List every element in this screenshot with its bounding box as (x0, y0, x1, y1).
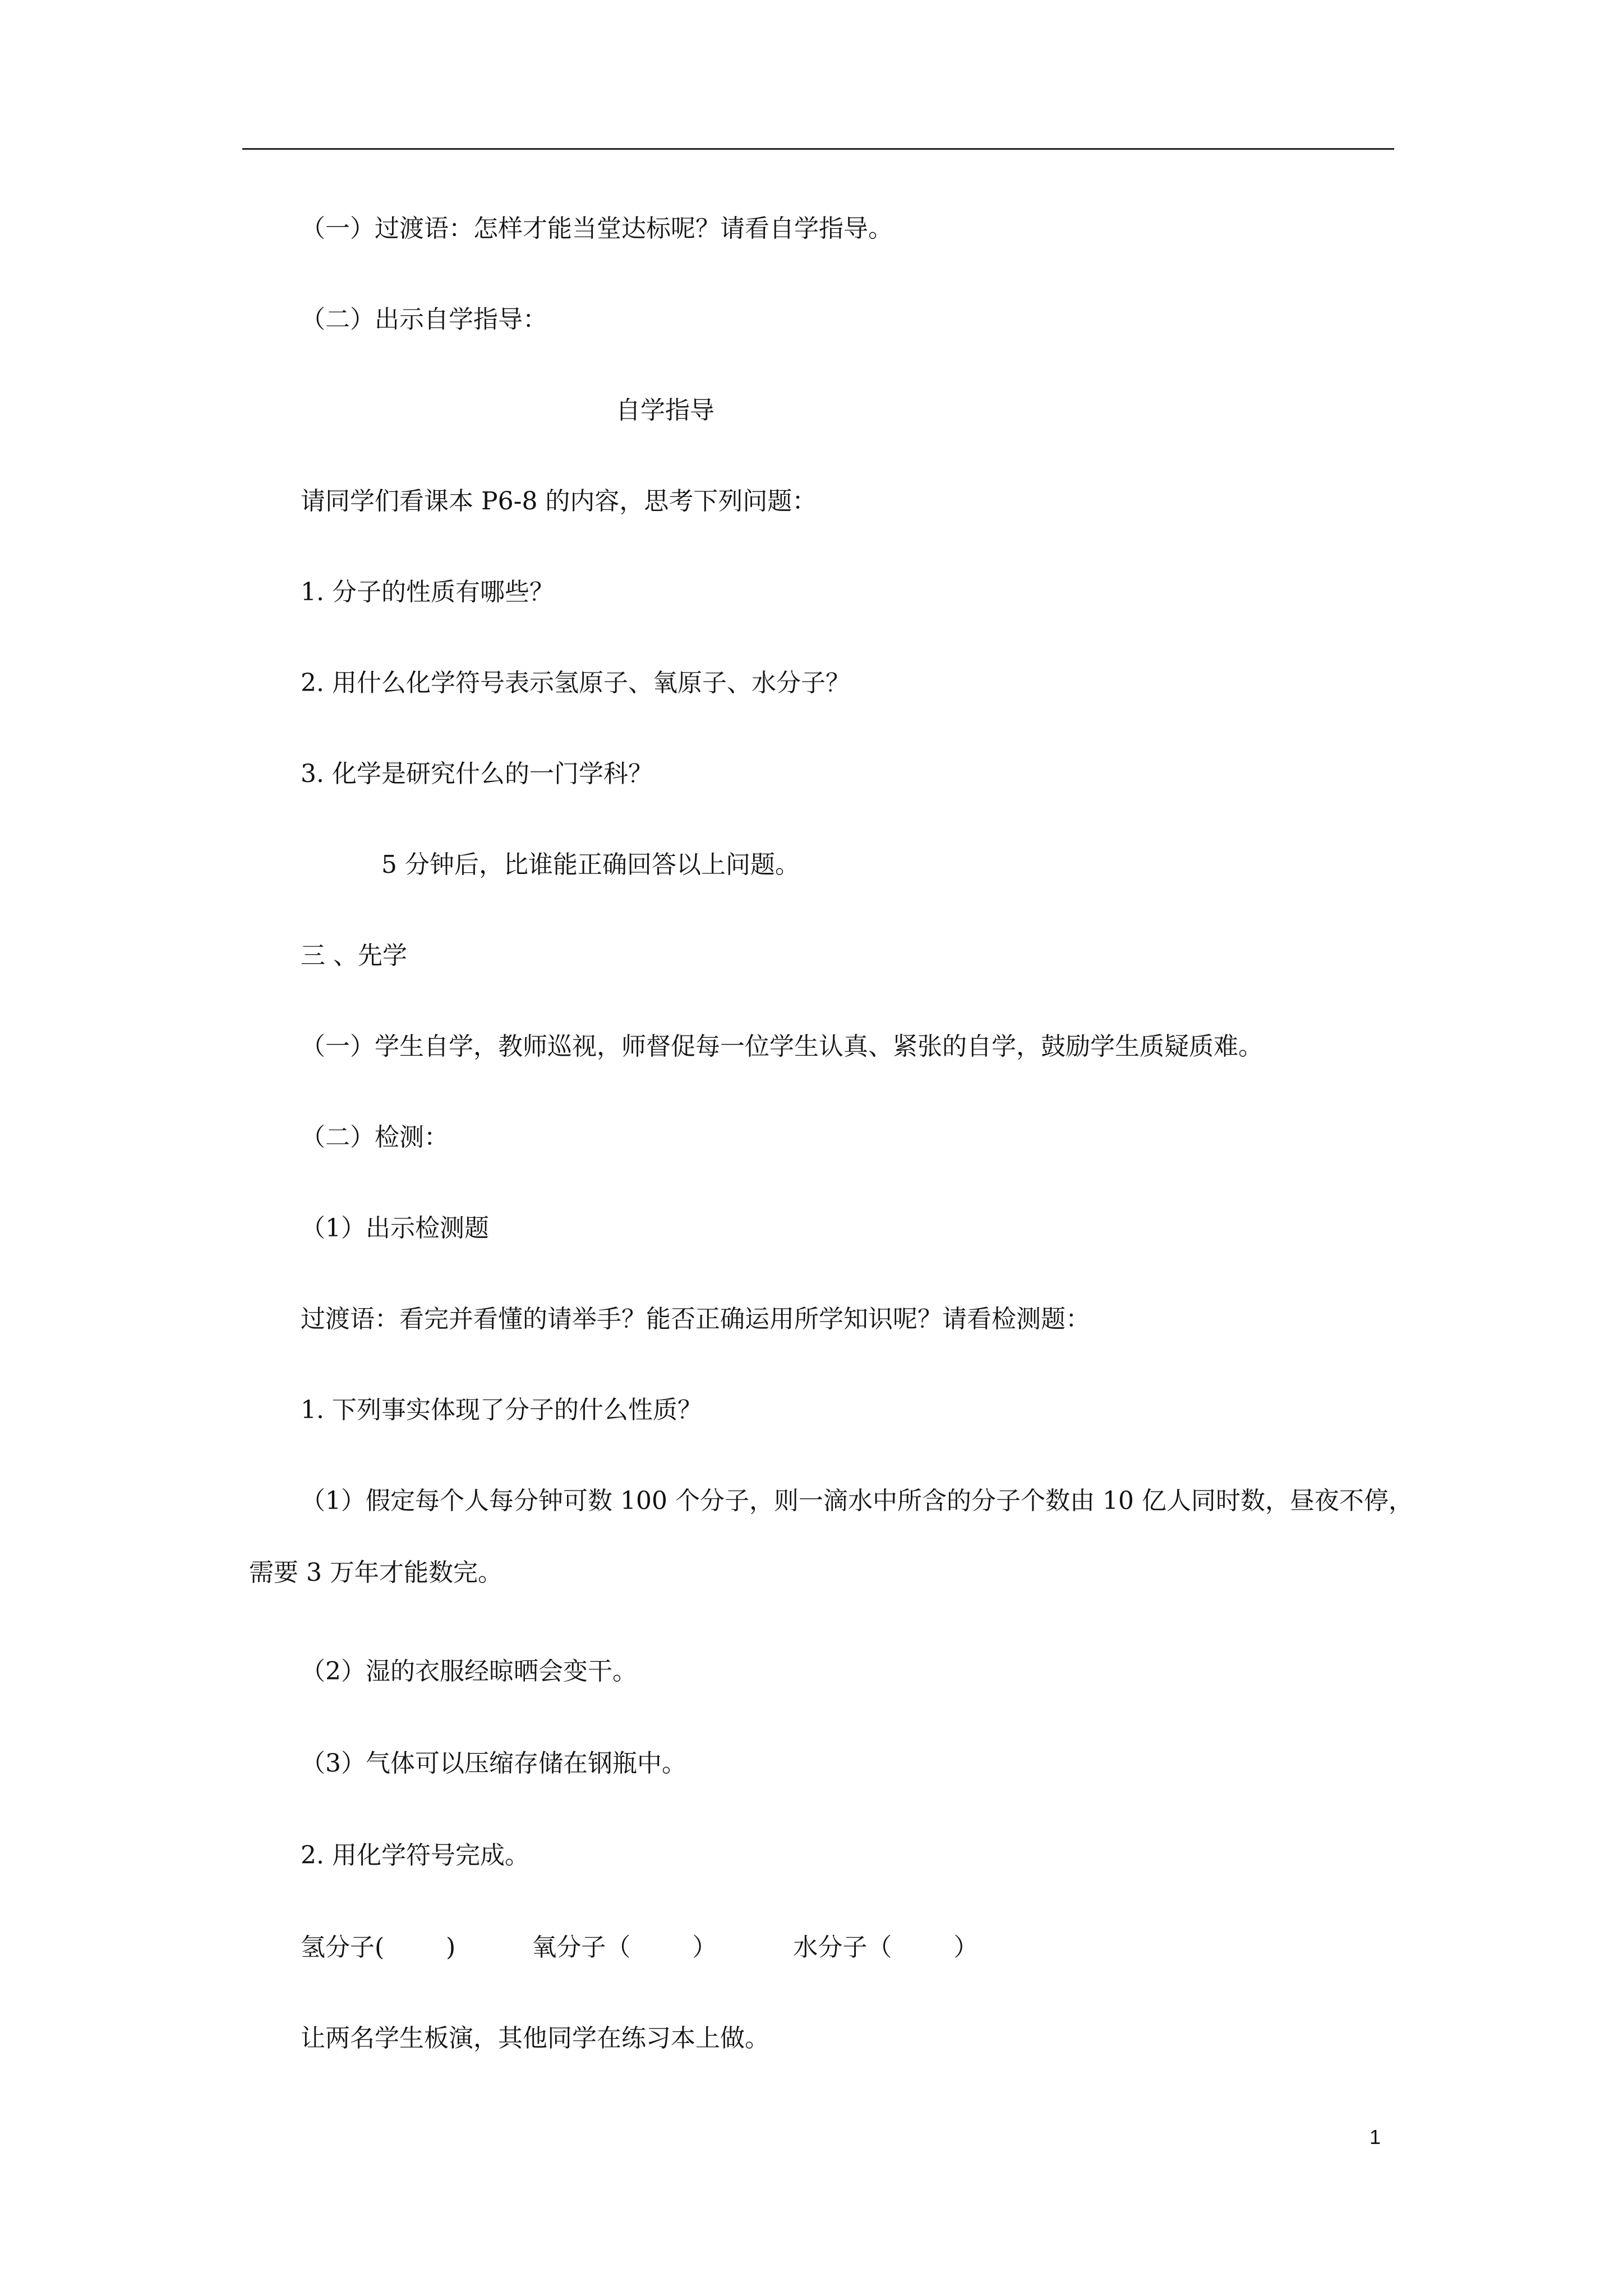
question-1: 1. 分子的性质有哪些？ (301, 578, 554, 606)
test-item-1-continued: 需要 3 万年才能数完。 (249, 1558, 502, 1587)
question-2: 2. 用什么化学符号表示氢原子、氧原子、水分子？ (301, 669, 850, 697)
blank-label: 氢分子( (301, 1933, 385, 1962)
blank-water-molecule (793, 1931, 978, 1964)
paragraph-transition-1: （一）过渡语：怎样才能当堂达标呢？请看自学指导。 (301, 214, 893, 243)
paragraph-board-demo: 让两名学生板演，其他同学在练习本上做。 (301, 2024, 769, 2053)
blank-close: ） (953, 1933, 979, 1962)
blank-hydrogen-molecule (301, 1931, 455, 1964)
paragraph-self-study: （一）学生自学，教师巡视，师督促每一位学生认真、紧张的自学，鼓励学生质疑质难。 (301, 1032, 1263, 1061)
paragraph-show-test: （1）出示检测题 (301, 1214, 489, 1243)
question-3: 3. 化学是研究什么的一门学科？ (301, 760, 653, 788)
guide-heading: 自学指导 (616, 396, 714, 425)
paragraph-five-minutes: 5 分钟后，比谁能正确回答以上问题。 (381, 850, 800, 879)
blank-label: 水分子（ (793, 1933, 892, 1962)
blank-close: ） (692, 1933, 717, 1962)
fill-in-blanks-row (301, 1931, 978, 1964)
blank-label: 氧分子（ (532, 1933, 631, 1962)
paragraph-test: （二）检测： (301, 1123, 449, 1152)
blank-close: ) (446, 1933, 456, 1962)
blank-oxygen-molecule (532, 1931, 717, 1964)
test-item-1: （1）假定每个人每分钟可数 100 个分子，则一滴水中所含的分子个数由 10 亿人同时数，昼夜不停， (301, 1487, 1413, 1515)
test-item-3: （3）气体可以压缩存储在钢瓶中。 (301, 1749, 686, 1778)
paragraph-transition-2: 过渡语：看完并看懂的请举手？能否正确运用所学知识呢？请看检测题： (301, 1305, 1090, 1333)
section-heading-3: 三 、先学 (301, 941, 407, 970)
page-number: 1 (1370, 2125, 1381, 2148)
test-question-1: 1. 下列事实体现了分子的什么性质？ (301, 1396, 702, 1424)
paragraph-show-guide: （二）出示自学指导： (301, 305, 547, 334)
test-question-2: 2. 用化学符号完成。 (301, 1841, 529, 1870)
test-item-2: （2）湿的衣服经晾晒会变干。 (301, 1657, 637, 1686)
header-rule (242, 148, 1394, 150)
paragraph-read-textbook: 请同学们看课本 P6-8 的内容，思考下列问题： (301, 487, 817, 516)
